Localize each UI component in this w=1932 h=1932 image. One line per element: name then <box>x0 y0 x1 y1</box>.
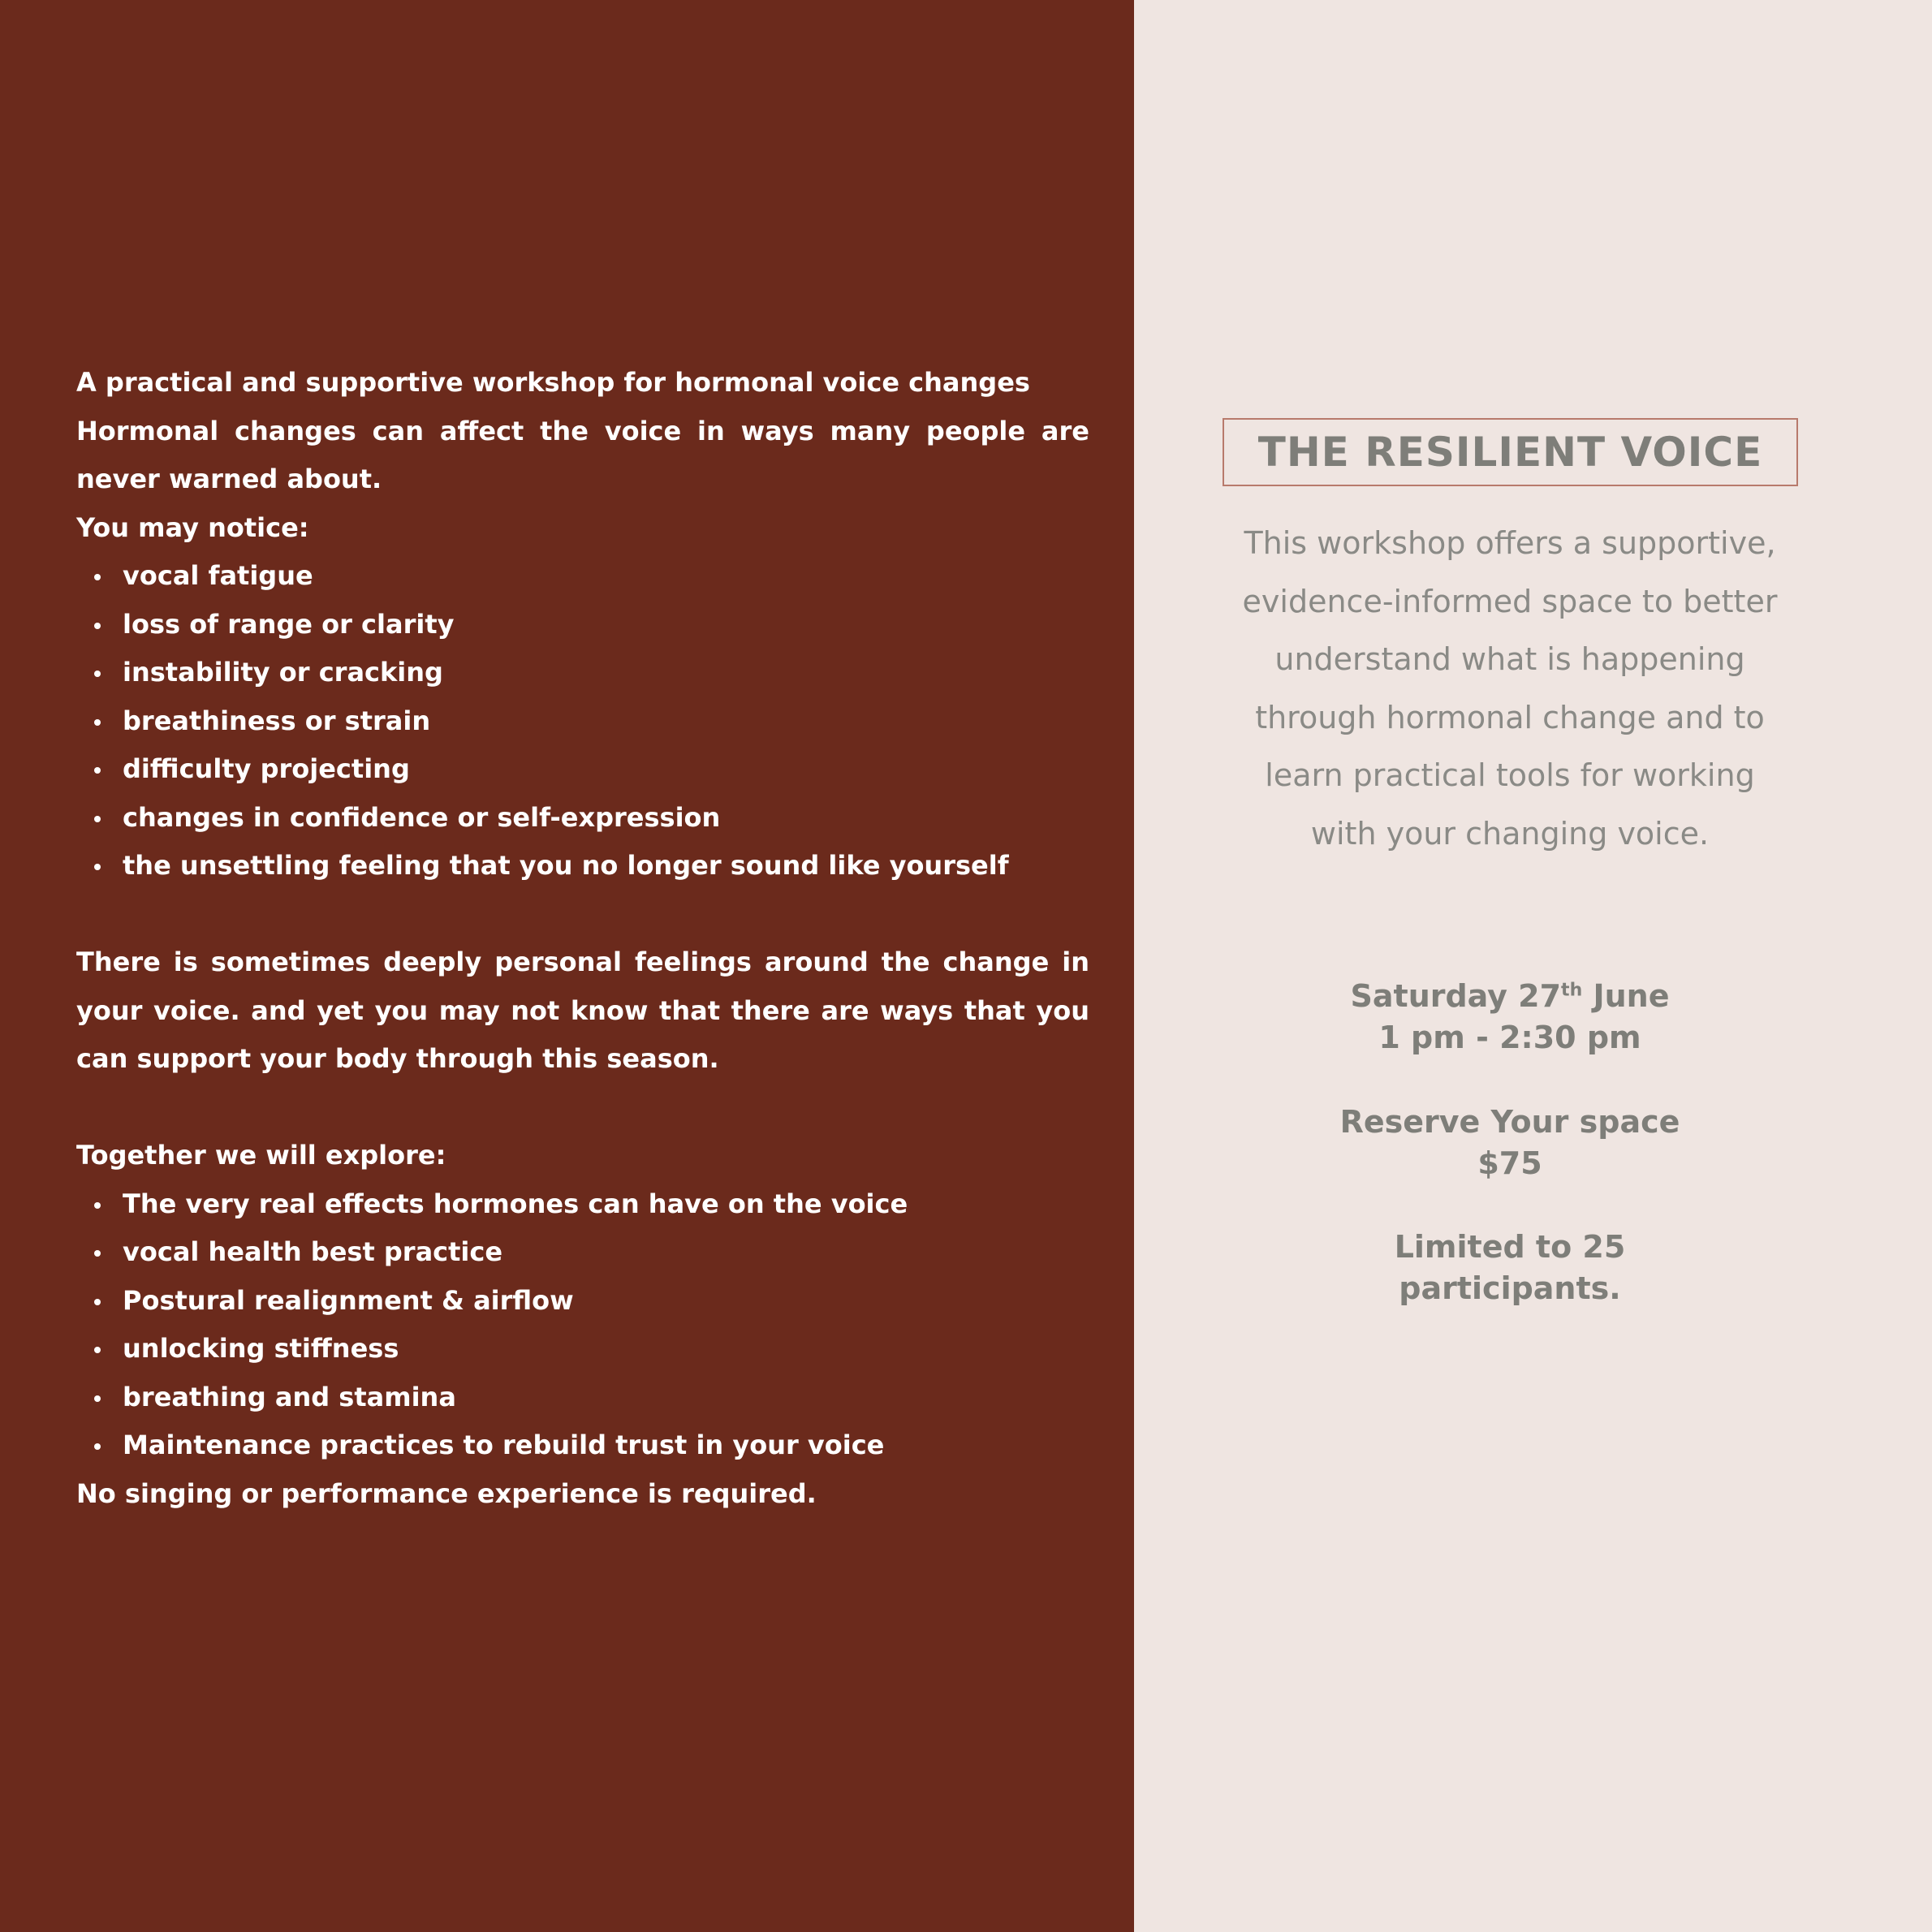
list-item: loss of range or clarity <box>76 601 1089 649</box>
reserve-label: Reserve Your space <box>1339 1104 1680 1140</box>
workshop-title: THE RESILIENT VOICE <box>1223 418 1798 486</box>
list-item: difficulty projecting <box>76 745 1089 794</box>
event-time: 1 pm - 2:30 pm <box>1378 1020 1641 1055</box>
right-panel <box>1134 0 1932 1932</box>
intro-paragraph: Hormonal changes can affect the voice in ways many people are never warned about. <box>76 415 1089 494</box>
tagline: A practical and supportive workshop for hormonal voice changes <box>76 367 1030 398</box>
list-item: The very real effects hormones can have on the voice <box>76 1180 1089 1229</box>
explore-list <box>76 1180 1089 1470</box>
list-item: the unsettling feeling that you no longer sound like yourself <box>76 842 1089 891</box>
closing-note: No singing or performance experience is required. <box>76 1477 817 1509</box>
list-item: instability or cracking <box>76 649 1089 697</box>
date-month: June <box>1582 978 1670 1014</box>
notice-list <box>76 552 1089 891</box>
price: $75 <box>1477 1145 1542 1181</box>
list-item: Maintenance practices to rebuild trust in your voice <box>76 1421 1089 1470</box>
capacity-block <box>1266 1227 1753 1309</box>
capacity-line-1: Limited to 25 <box>1394 1229 1626 1265</box>
workshop-description: This workshop offers a supportive, evidence-informed space to better understand what is happening through hormonal change and to learn practical tools for working with your changing voice. <box>1242 525 1778 852</box>
date-ordinal: th <box>1561 980 1583 1001</box>
date-day: Saturday 27 <box>1350 978 1562 1014</box>
spacer <box>76 891 1089 939</box>
event-date <box>1266 976 1753 1017</box>
reserve-block <box>1266 1102 1753 1184</box>
list-item: unlocking stiffness <box>76 1325 1089 1374</box>
capacity-line-2: participants. <box>1399 1270 1621 1306</box>
list-item: breathing and stamina <box>76 1374 1089 1422</box>
explore-heading: Together we will explore: <box>76 1140 446 1171</box>
spacer <box>76 1084 1089 1132</box>
list-item: vocal health best practice <box>76 1228 1089 1277</box>
feelings-paragraph: There is sometimes deeply personal feelings around the change in your voice. and yet you may not know that there are ways that you can support your body through this season. <box>76 947 1089 1074</box>
list-item: vocal fatigue <box>76 552 1089 601</box>
notice-heading: You may notice: <box>76 511 309 543</box>
list-item: Postural realignment & airflow <box>76 1277 1089 1326</box>
list-item: changes in confidence or self-expression <box>76 794 1089 843</box>
workshop-details <box>76 359 1089 1518</box>
list-item: breathiness or strain <box>76 697 1089 746</box>
date-time-block <box>1266 976 1753 1059</box>
